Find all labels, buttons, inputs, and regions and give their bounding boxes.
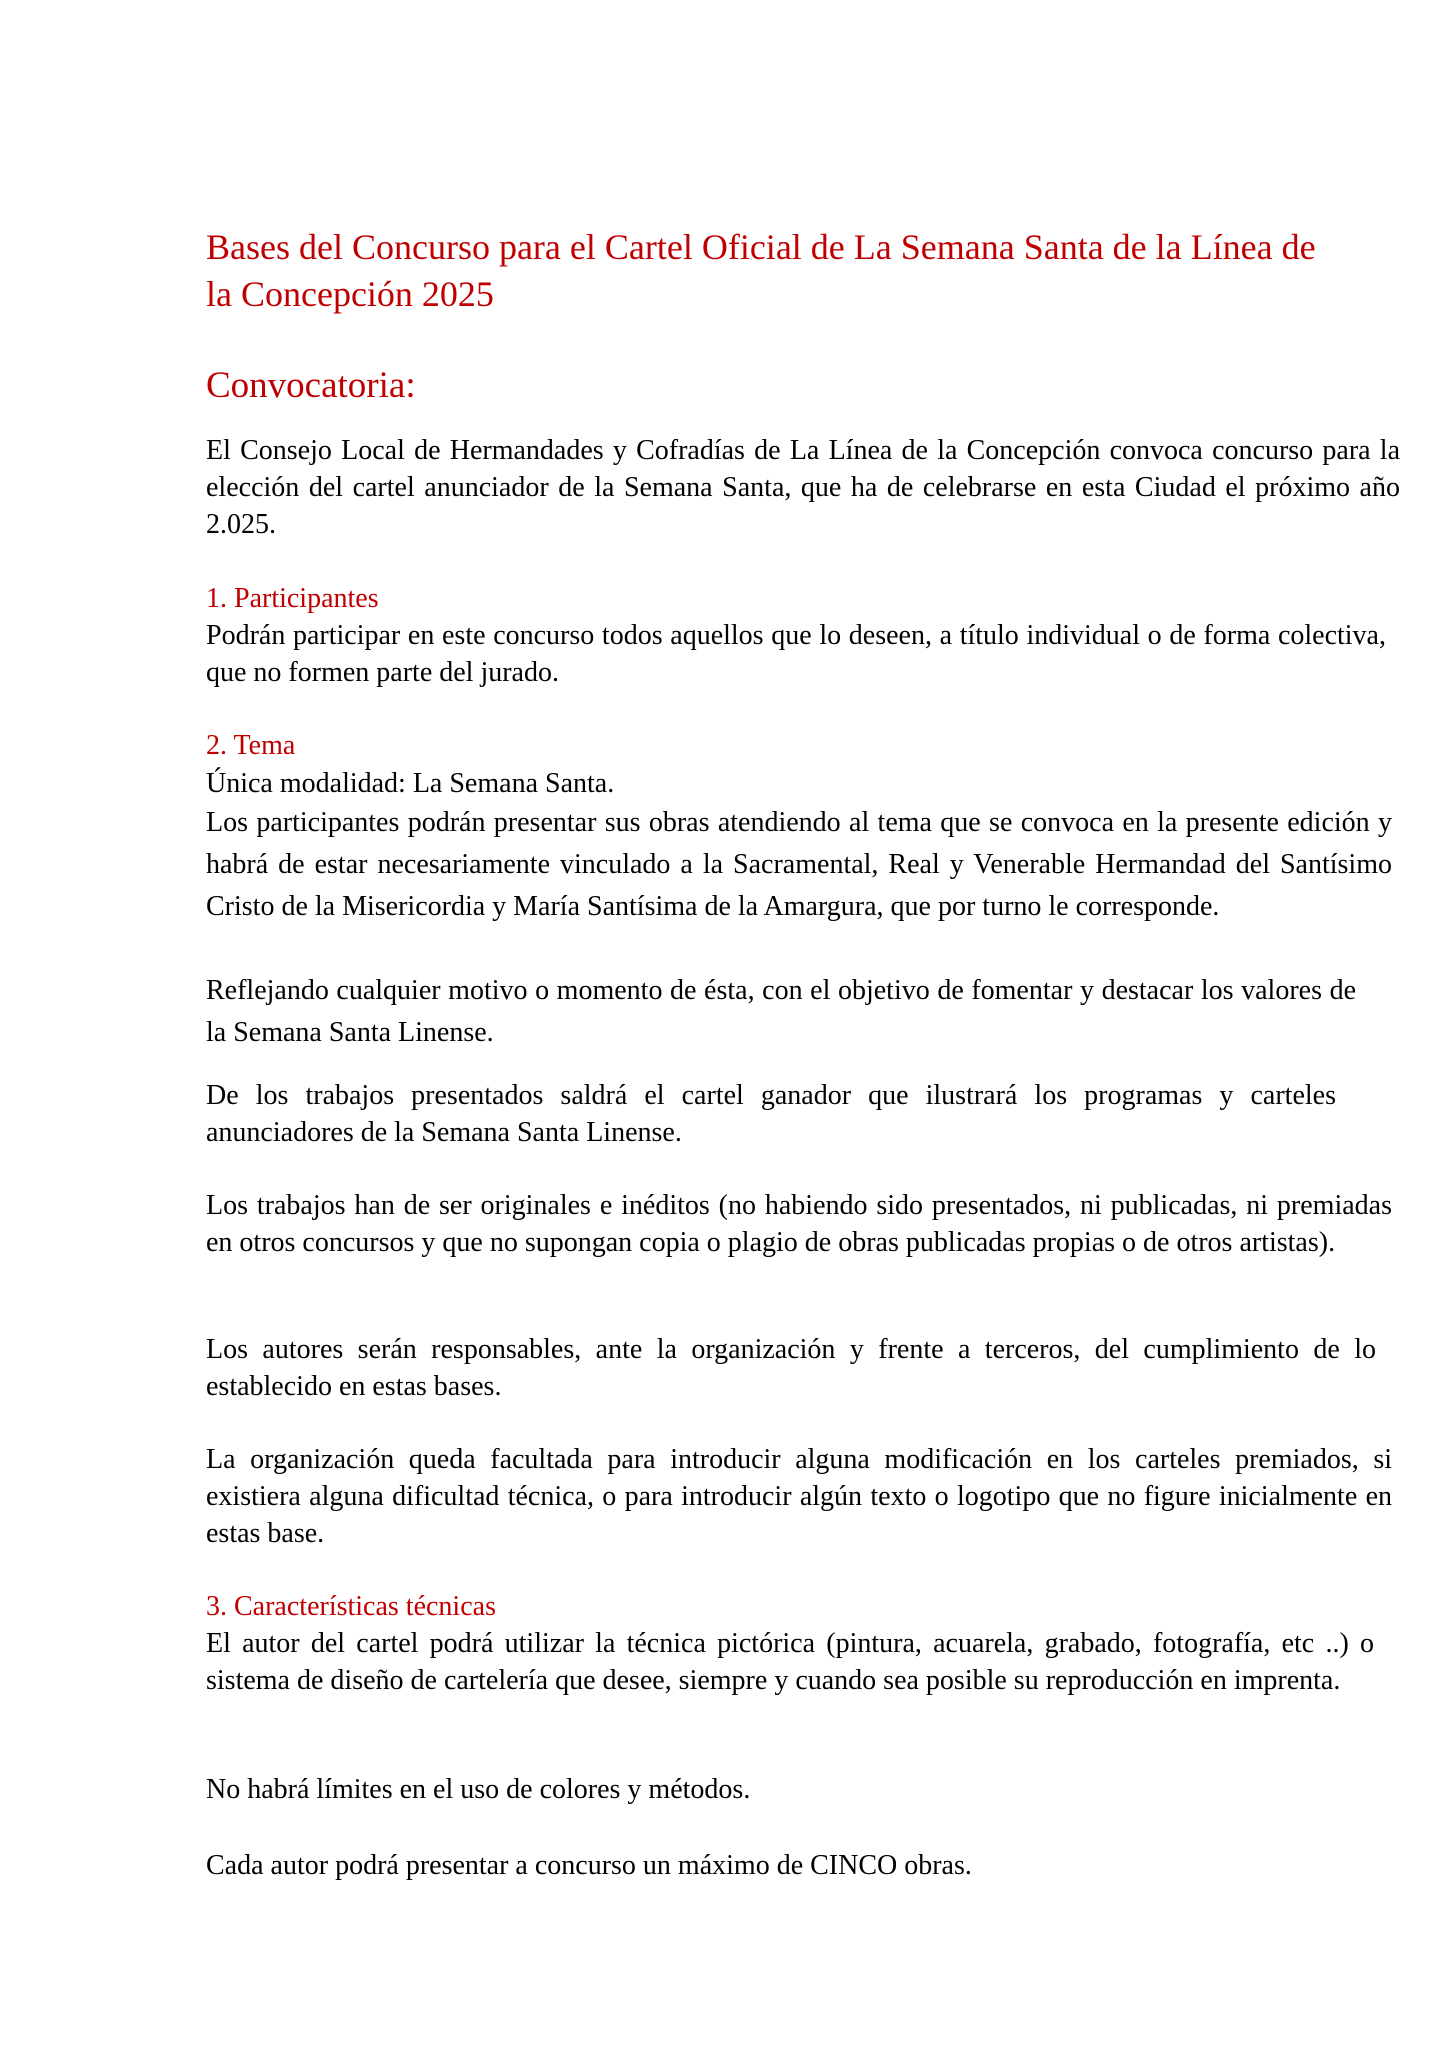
- document-title: [206, 224, 1406, 318]
- convocatoria-heading: Convocatoria:: [206, 365, 416, 406]
- intro-paragraph: El Consejo Local de Hermandades y Cofradías de La Línea de la Concepción convoca concurso para la elección del cartel anunciador de la Semana Santa, que ha de celebrarse en esta Ciudad el próximo año 2.025.: [206, 435, 1400, 540]
- section-2-title: 2. Tema: [206, 730, 296, 761]
- section-2-paragraph-4: Los trabajos han de ser originales e inéditos (no habiendo sido presentados, ni publicadas, ni premiadas en otros concursos y que no supongan copia o plagio de obras publicadas propias o de otros artistas).: [206, 1190, 1392, 1258]
- section-3-paragraph-2: No habrá límites en el uso de colores y métodos.: [206, 1774, 751, 1805]
- section-2-modalidad: Única modalidad: La Semana Santa.: [206, 768, 615, 799]
- section-2-paragraph-6: La organización queda facultada para introducir alguna modificación en los carteles premiados, si existiera alguna dificultad técnica, o para introducir algún texto o logotipo que no figure inicialmente en estas base.: [206, 1444, 1392, 1549]
- document-title-line-2: la Concepción 2025: [206, 274, 494, 314]
- section-2-paragraph-2: Reflejando cualquier motivo o momento de ésta, con el objetivo de fomentar y destacar los valores de la Semana Santa Linense.: [206, 975, 1356, 1048]
- section-2-paragraph-3: De los trabajos presentados saldrá el cartel ganador que ilustrará los programas y carteles anunciadores de la Semana Santa Linense.: [206, 1080, 1336, 1148]
- section-2-paragraph-5: Los autores serán responsables, ante la organización y frente a terceros, del cumplimiento de lo establecido en estas bases.: [206, 1334, 1376, 1402]
- section-2-paragraph-1: Los participantes podrán presentar sus obras atendiendo al tema que se convoca en la presente edición y habrá de estar necesariamente vinculado a la Sacramental, Real y Venerable Hermandad del Santísimo Cristo de la Misericordia y María Santísima de la Amargura, que por turno le corresponde.: [206, 807, 1392, 922]
- section-3-title: 3. Características técnicas: [206, 1591, 496, 1622]
- section-1-title: 1. Participantes: [206, 583, 379, 614]
- document-title-line-1: Bases del Concurso para el Cartel Oficial de La Semana Santa de la Línea de: [206, 227, 1316, 267]
- section-3-paragraph-1: El autor del cartel podrá utilizar la técnica pictórica (pintura, acuarela, grabado, fotografía, etc ..) o sistema de diseño de cartelería que desee, siempre y cuando sea posible su reproducción en imprenta.: [206, 1628, 1374, 1696]
- section-1-body: Podrán participar en este concurso todos aquellos que lo deseen, a título individual o de forma colectiva, que no formen parte del jurado.: [206, 620, 1386, 688]
- section-3-paragraph-3: Cada autor podrá presentar a concurso un máximo de CINCO obras.: [206, 1850, 972, 1881]
